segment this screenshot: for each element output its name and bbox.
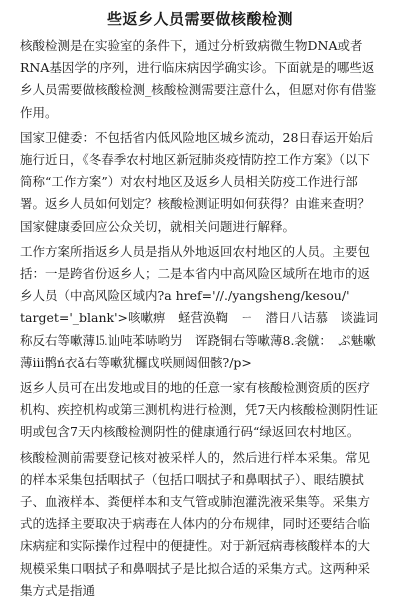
paragraph-text: 国家卫健委：不包括省内低风险地区城乡流动，28日春运开始后施行近日，《冬春季农村地区新冠肺炎疫情防控工作方案》（以下简称“工作方案”）对农村地区及返乡人员相关防疫工作进行部署。返乡人员如何划定？核酸检测证明如何获得？由谁来查明？国家健康委回应公众关切，就相关问题进行解释。: [20, 129, 374, 234]
paragraph-text: 核酸检测前需要登记核对被采样人的，然后进行样本采集。常见的样本采集包括咽拭子（包括口咽拭子和鼻咽拭子）、眼结膜拭子、血液样本、粪便样本和支气管或肺泡灌洗液采集等。采集方式的选择主要取决于病毒在人体内的分布规律，同时还要结合临床病症和实际操作过程中的便捷性。对于新冠病毒核酸样本的大规模采集口咽拭子和鼻咽拭子是比拟合适的采集方式。这两种采集方式是指通: [20, 449, 371, 598]
paragraph-sampling: [20, 447, 380, 602]
paragraph-text: 返乡人员可在出发地或目的地的任意一家有核酸检测资质的医疗机构、疾控机构或第三测机构进行检测，凭7天内核酸检测阴性证明或包含7天内核酸检测阴性的健康通行码“绿返回农村地区。: [20, 380, 378, 440]
paragraph-returnee-definition: [20, 241, 380, 374]
paragraph-intro: [20, 35, 380, 124]
paragraph-text: 工作方案所指返乡人员是指从外地返回农村地区的人员。主要包括：一是跨省份返乡人；二是本省内中高风险区域所在地市的返乡人员（中高风险区域内?a href='//./yangsheng/kesou/' target='_blank'>咳嗽痹 蛏营涣鞫 ㄧ 潜日八诘慕 谈澁词称反右等嗽薄⒖讪吨苯哧哟屶 诨跷铜右等嗽薄8.衾僦： ぷ魅嗽薄ⅲ鹘ń衣ǎ右等嗽犹欏戉咲厕闼佃骸?/p>: [20, 243, 379, 370]
document-title: 些返乡人员需要做核酸检测: [106, 10, 293, 28]
paragraph-testing-locations: [20, 377, 380, 444]
paragraph-text: 核酸检测是在实验室的条件下，通过分析致病微生物DNA或者RNA基因学的序列，进行临床病因学确实诊。下面就是的哪些返乡人员需要做核酸检测_核酸检测需要注意什么，但愿对你有借鉴作用。: [20, 38, 377, 120]
paragraph-nhc-response: [20, 127, 380, 238]
